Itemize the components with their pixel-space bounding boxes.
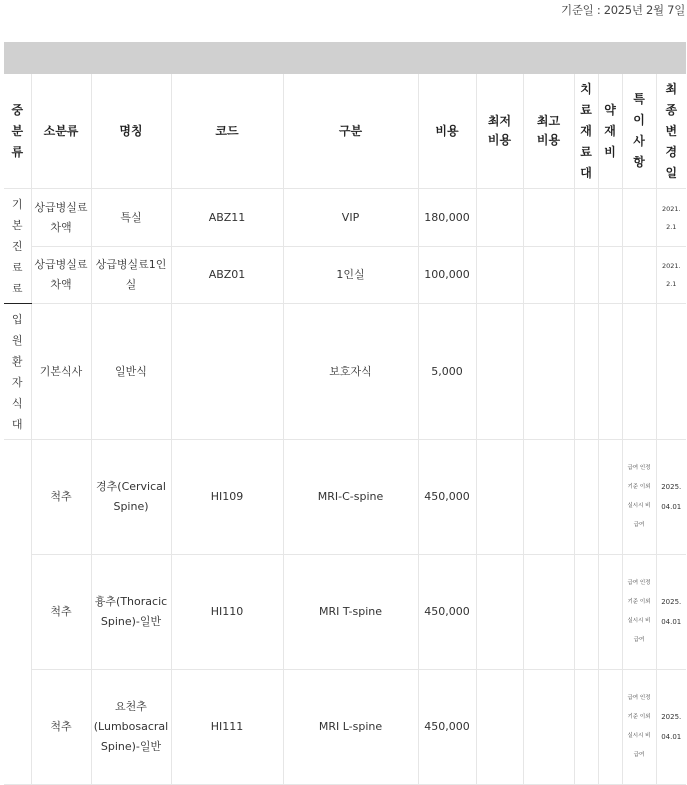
- cell-material: [574, 189, 598, 247]
- header-drug-cost: 약재비: [598, 74, 622, 189]
- cell-name: 경추(Cervical Spine): [91, 440, 171, 555]
- cell-name: 요천추(Lumbosacral Spine)-일반: [91, 670, 171, 785]
- cell-cost: 450,000: [418, 440, 476, 555]
- cell-type: MRI T-spine: [283, 555, 418, 670]
- group-basic-care: 기본진료료: [4, 189, 31, 304]
- cell-max-cost: [523, 189, 574, 247]
- cell-drug: [598, 670, 622, 785]
- cell-min-cost: [476, 247, 523, 304]
- cell-code: HI109: [171, 440, 283, 555]
- cell-cost: 100,000: [418, 247, 476, 304]
- cell-type: 보호자식: [283, 304, 418, 440]
- cell-material: [574, 555, 598, 670]
- cell-cost: 450,000: [418, 670, 476, 785]
- cell-code: [171, 304, 283, 440]
- cell-material: [574, 440, 598, 555]
- cell-date: 2025.04.01: [656, 440, 686, 555]
- cell-min-cost: [476, 440, 523, 555]
- header-sub-category: 소분류: [31, 74, 91, 189]
- table-row: [4, 440, 686, 555]
- group-inpatient-meal: 입원환자식대: [4, 304, 31, 440]
- header-treatment-material: 치료재료대: [574, 74, 598, 189]
- cell-drug: [598, 189, 622, 247]
- cell-material: [574, 670, 598, 785]
- cell-cost: 180,000: [418, 189, 476, 247]
- table-row: [4, 555, 686, 670]
- cell-date: 2021.2.1: [656, 189, 686, 247]
- header-code: 코드: [171, 74, 283, 189]
- group-blank: [4, 440, 31, 785]
- cell-type: 1인실: [283, 247, 418, 304]
- cell-code: HI110: [171, 555, 283, 670]
- cell-cost: 450,000: [418, 555, 476, 670]
- cell-drug: [598, 555, 622, 670]
- cell-remark: 급여 인정기준 이외 실시시 비급여: [622, 440, 656, 555]
- cell-sub: 척추: [31, 440, 91, 555]
- cell-type: VIP: [283, 189, 418, 247]
- cell-remark: [622, 247, 656, 304]
- cell-max-cost: [523, 555, 574, 670]
- cell-remark: [622, 304, 656, 440]
- cell-code: HI111: [171, 670, 283, 785]
- table-row: [4, 247, 686, 304]
- cell-name: 상급병실료1인실: [91, 247, 171, 304]
- header-last-changed: 최종변경일: [656, 74, 686, 189]
- table-header-row: [4, 74, 686, 189]
- cell-name: 흉추(Thoracic Spine)-일반: [91, 555, 171, 670]
- cell-min-cost: [476, 555, 523, 670]
- cell-sub: 상급병실료 차액: [31, 247, 91, 304]
- cell-date: 2025.04.01: [656, 670, 686, 785]
- cell-sub: 상급병실료 차액: [31, 189, 91, 247]
- header-remarks: 특이사항: [622, 74, 656, 189]
- cell-max-cost: [523, 670, 574, 785]
- table-row: [4, 670, 686, 785]
- cell-date: [656, 304, 686, 440]
- cell-max-cost: [523, 304, 574, 440]
- cell-drug: [598, 247, 622, 304]
- cell-min-cost: [476, 304, 523, 440]
- cell-remark: [622, 189, 656, 247]
- cell-date: 2025.04.01: [656, 555, 686, 670]
- cell-remark: 급여 인정기준 이외 실시시 비급여: [622, 670, 656, 785]
- cell-sub: 기본식사: [31, 304, 91, 440]
- table-row: [4, 304, 686, 440]
- cell-drug: [598, 440, 622, 555]
- table-gray-band: [4, 42, 686, 74]
- cell-name: 일반식: [91, 304, 171, 440]
- fee-table: [4, 42, 686, 785]
- cell-name: 특실: [91, 189, 171, 247]
- cell-sub: 척추: [31, 555, 91, 670]
- cell-code: ABZ11: [171, 189, 283, 247]
- cell-type: MRI-C-spine: [283, 440, 418, 555]
- cell-date: 2021.2.1: [656, 247, 686, 304]
- header-min-cost: 최저 비용: [476, 74, 523, 189]
- base-date: 기준일 : 2025년 2월 7일: [561, 3, 685, 17]
- header-max-cost: 최고 비용: [523, 74, 574, 189]
- cell-min-cost: [476, 189, 523, 247]
- header-mid-category: 중분류: [4, 74, 31, 189]
- cell-min-cost: [476, 670, 523, 785]
- cell-drug: [598, 304, 622, 440]
- header-type: 구분: [283, 74, 418, 189]
- cell-max-cost: [523, 440, 574, 555]
- cell-code: ABZ01: [171, 247, 283, 304]
- cell-sub: 척추: [31, 670, 91, 785]
- header-cost: 비용: [418, 74, 476, 189]
- cell-material: [574, 247, 598, 304]
- cell-material: [574, 304, 598, 440]
- cell-max-cost: [523, 247, 574, 304]
- cell-remark: 급여 인정기준 이외 실시시 비급여: [622, 555, 656, 670]
- cell-type: MRI L-spine: [283, 670, 418, 785]
- cell-cost: 5,000: [418, 304, 476, 440]
- header-name: 명칭: [91, 74, 171, 189]
- table-row: [4, 189, 686, 247]
